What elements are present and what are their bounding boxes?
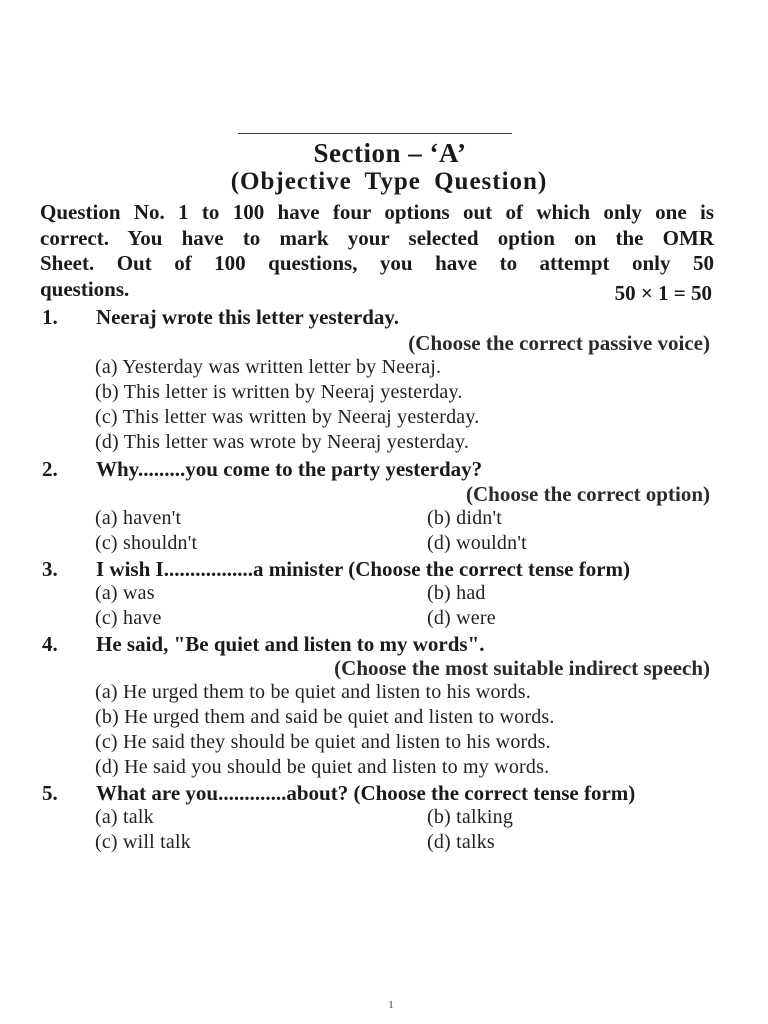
instructions-line: questions. — [40, 276, 130, 301]
question-stem: Why.........you come to the party yesterday? — [96, 457, 483, 481]
answer-option: (a) was — [95, 582, 155, 604]
answer-option: (b) didn't — [427, 507, 503, 529]
answer-option: (b) talking — [427, 806, 514, 828]
answer-option: (a) haven't — [95, 507, 182, 529]
answer-option: (d) He said you should be quiet and listen to my words. — [95, 756, 550, 778]
answer-option: (d) were — [427, 607, 496, 629]
question-stem: What are you.............about? (Choose the correct tense form) — [96, 781, 636, 805]
instructions-line: Question No. 1 to 100 have four options out of which only one is — [40, 200, 714, 224]
answer-option: (d) wouldn't — [427, 532, 527, 554]
question-number: 4. — [42, 632, 58, 656]
answer-option: (d) talks — [427, 831, 495, 853]
question-stem: I wish I.................a minister (Choose the correct tense form) — [96, 557, 631, 581]
answer-option: (b) He urged them and said be quiet and listen to words. — [95, 706, 555, 728]
instructions-line: Sheet. Out of 100 questions, you have to attempt only 50 — [40, 251, 714, 275]
instructions-line: correct. You have to mark your selected option on the OMR — [40, 225, 714, 250]
answer-option: (a) talk — [95, 806, 154, 828]
answer-option: (a) He urged them to be quiet and listen to his words. — [95, 681, 531, 703]
section-subtitle: (Objective Type Question) — [230, 168, 548, 195]
answer-option: (b) had — [427, 582, 486, 604]
section-title: Section – ‘A’ — [313, 138, 467, 168]
answer-option: (c) He said they should be quiet and listen to his words. — [95, 731, 551, 753]
question-instruction: (Choose the correct passive voice) — [408, 331, 710, 355]
question-stem: Neeraj wrote this letter yesterday. — [96, 305, 400, 329]
answer-option: (c) shouldn't — [95, 532, 198, 554]
question-instruction: (Choose the most suitable indirect speech) — [334, 656, 710, 680]
question-number: 1. — [42, 305, 58, 329]
question-stem: He said, "Be quiet and listen to my words". — [96, 632, 485, 656]
answer-option: (c) This letter was written by Neeraj yesterday. — [95, 406, 480, 428]
answer-option: (a) Yesterday was written letter by Neeraj. — [95, 356, 442, 378]
answer-option: (d) This letter was wrote by Neeraj yesterday. — [95, 431, 470, 453]
marks-distribution: 50 × 1 = 50 — [614, 281, 712, 305]
header-rule — [238, 133, 512, 134]
question-number: 3. — [42, 557, 58, 581]
answer-option: (c) have — [95, 607, 162, 629]
question-number: 2. — [42, 457, 58, 481]
answer-option: (b) This letter is written by Neeraj yesterday. — [95, 381, 463, 403]
instructions — [40, 200, 714, 302]
question-instruction: (Choose the correct option) — [466, 482, 710, 506]
question-number: 5. — [42, 781, 58, 805]
page-number: 1 — [388, 1000, 394, 1011]
answer-option: (c) will talk — [95, 831, 191, 853]
